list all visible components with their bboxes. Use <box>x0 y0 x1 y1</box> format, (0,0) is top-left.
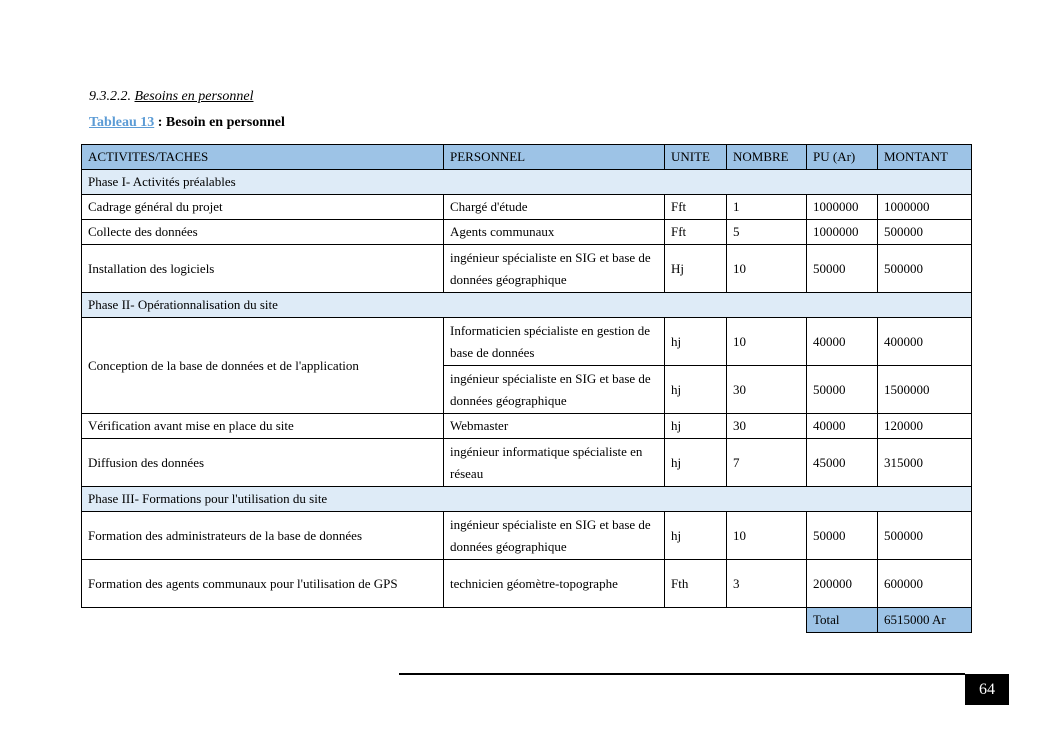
unit-cell: hj <box>665 512 727 560</box>
amount-cell: 120000 <box>878 414 972 439</box>
quantity-cell: 1 <box>727 195 807 220</box>
personnel-cell: ingénieur spécialiste en SIG et base de données géographique <box>444 512 665 560</box>
table-row <box>82 195 972 220</box>
phase-row <box>82 293 972 318</box>
unit-price-cell: 45000 <box>807 439 878 487</box>
unit-price-cell: 1000000 <box>807 195 878 220</box>
table-row <box>82 560 972 608</box>
unit-cell: Fth <box>665 560 727 608</box>
activity-cell: Formation des agents communaux pour l'utilisation de GPS <box>82 560 444 608</box>
personnel-cell: Informaticien spécialiste en gestion de base de données <box>444 318 665 366</box>
page-number: 64 <box>965 674 1009 705</box>
personnel-cell: Agents communaux <box>444 220 665 245</box>
unit-cell: Hj <box>665 245 727 293</box>
activity-cell: Conception de la base de données et de l'application <box>82 318 444 414</box>
section-title: Besoins en personnel <box>134 89 254 104</box>
table-header-row <box>82 145 972 170</box>
activity-cell: Vérification avant mise en place du site <box>82 414 444 439</box>
staff-budget-table <box>81 144 972 633</box>
amount-cell: 1500000 <box>878 366 972 414</box>
amount-cell: 500000 <box>878 245 972 293</box>
unit-price-cell: 50000 <box>807 366 878 414</box>
header-cell: ACTIVITES/TACHES <box>82 145 444 170</box>
unit-price-cell: 200000 <box>807 560 878 608</box>
personnel-cell: ingénieur spécialiste en SIG et base de données géographique <box>444 366 665 414</box>
table-row <box>82 318 972 366</box>
table-row <box>82 439 972 487</box>
amount-cell: 315000 <box>878 439 972 487</box>
phase-label: Phase I- Activités préalables <box>82 170 972 195</box>
quantity-cell: 10 <box>727 318 807 366</box>
total-value: 6515000 Ar <box>878 608 972 633</box>
phase-label: Phase II- Opérationnalisation du site <box>82 293 972 318</box>
unit-cell: hj <box>665 366 727 414</box>
unit-cell: Fft <box>665 195 727 220</box>
quantity-cell: 10 <box>727 512 807 560</box>
unit-cell: hj <box>665 318 727 366</box>
amount-cell: 500000 <box>878 220 972 245</box>
unit-price-cell: 1000000 <box>807 220 878 245</box>
amount-cell: 500000 <box>878 512 972 560</box>
quantity-cell: 5 <box>727 220 807 245</box>
total-spacer <box>82 608 807 633</box>
personnel-cell: technicien géomètre-topographe <box>444 560 665 608</box>
amount-cell: 400000 <box>878 318 972 366</box>
section-number: 9.3.2.2. <box>89 89 131 104</box>
unit-price-cell: 50000 <box>807 245 878 293</box>
table-row <box>82 220 972 245</box>
quantity-cell: 7 <box>727 439 807 487</box>
unit-cell: hj <box>665 414 727 439</box>
activity-cell: Formation des administrateurs de la base de données <box>82 512 444 560</box>
personnel-cell: ingénieur informatique spécialiste en réseau <box>444 439 665 487</box>
personnel-cell: Chargé d'étude <box>444 195 665 220</box>
personnel-cell: Webmaster <box>444 414 665 439</box>
activity-cell: Installation des logiciels <box>82 245 444 293</box>
total-row <box>82 608 972 633</box>
footer-divider <box>399 673 965 675</box>
header-cell: PERSONNEL <box>444 145 665 170</box>
unit-cell: Fft <box>665 220 727 245</box>
phase-label: Phase III- Formations pour l'utilisation du site <box>82 487 972 512</box>
activity-cell: Collecte des données <box>82 220 444 245</box>
personnel-cell: ingénieur spécialiste en SIG et base de données géographique <box>444 245 665 293</box>
header-cell: PU (Ar) <box>807 145 878 170</box>
phase-row <box>82 170 972 195</box>
header-cell: NOMBRE <box>727 145 807 170</box>
phase-row <box>82 487 972 512</box>
amount-cell: 1000000 <box>878 195 972 220</box>
unit-price-cell: 40000 <box>807 414 878 439</box>
unit-price-cell: 40000 <box>807 318 878 366</box>
unit-cell: hj <box>665 439 727 487</box>
activity-cell: Diffusion des données <box>82 439 444 487</box>
header-cell: UNITE <box>665 145 727 170</box>
quantity-cell: 30 <box>727 366 807 414</box>
quantity-cell: 3 <box>727 560 807 608</box>
unit-price-cell: 50000 <box>807 512 878 560</box>
table-caption-text: : Besoin en personnel <box>154 115 285 130</box>
amount-cell: 600000 <box>878 560 972 608</box>
table-row <box>82 414 972 439</box>
total-label: Total <box>807 608 878 633</box>
quantity-cell: 30 <box>727 414 807 439</box>
activity-cell: Cadrage général du projet <box>82 195 444 220</box>
table-caption <box>89 115 285 131</box>
table-reference-link[interactable]: Tableau 13 <box>89 115 155 130</box>
header-cell: MONTANT <box>878 145 972 170</box>
quantity-cell: 10 <box>727 245 807 293</box>
table-row <box>82 245 972 293</box>
section-heading <box>89 89 253 105</box>
table-row <box>82 512 972 560</box>
